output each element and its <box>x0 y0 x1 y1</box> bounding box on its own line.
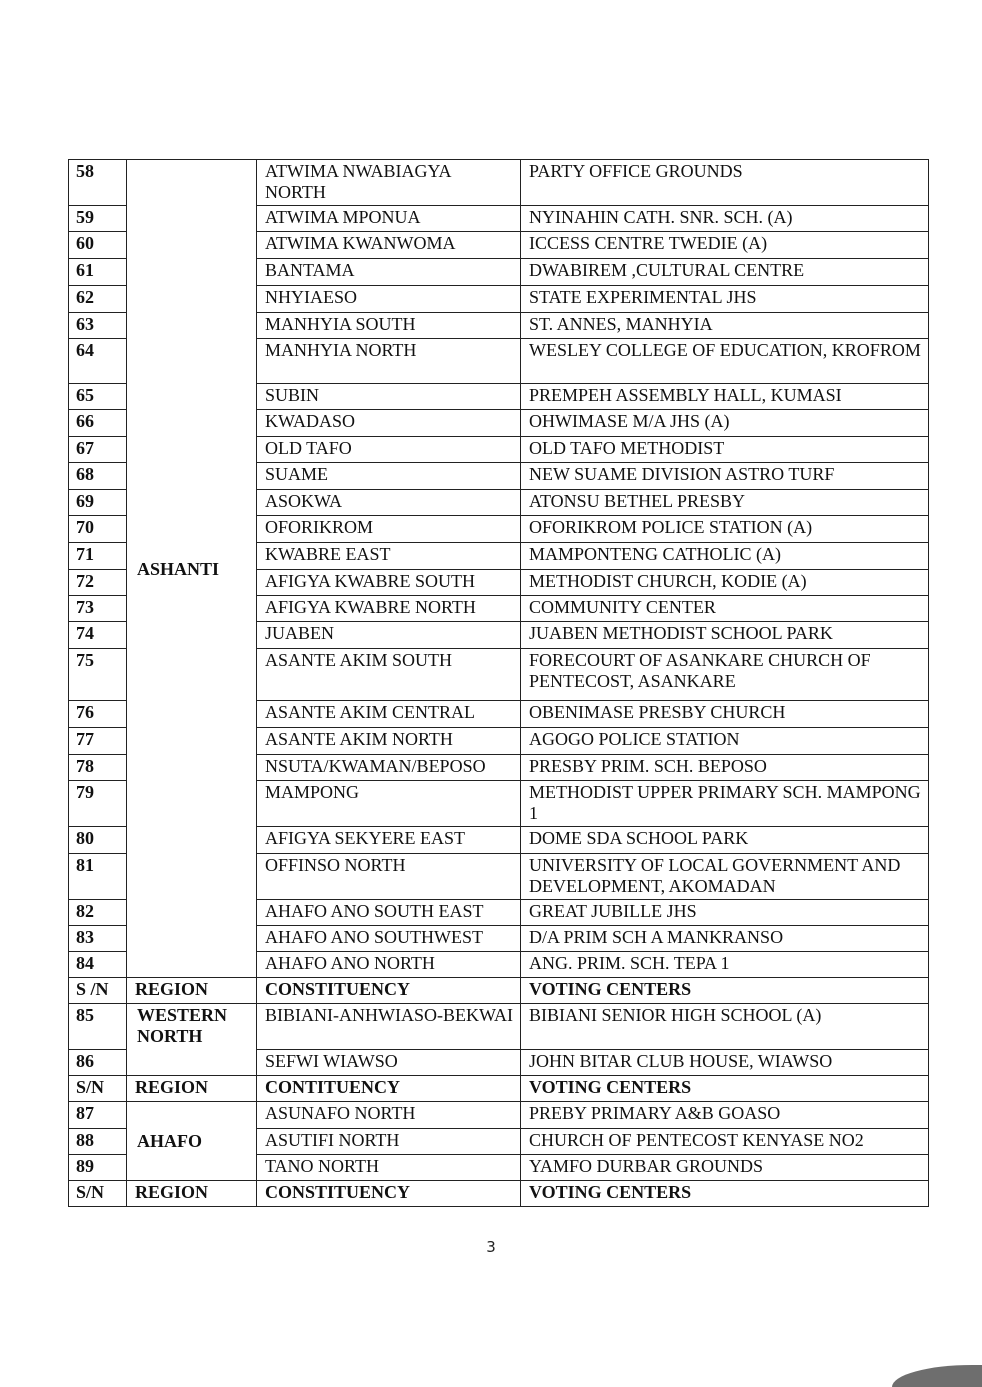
constituency-cell: ASUTIFI NORTH <box>257 1129 521 1155</box>
voting-center-cell: ATONSU BETHEL PRESBY <box>521 490 929 516</box>
serial-number-cell: 58 <box>69 160 127 206</box>
voting-center-cell: ICCESS CENTRE TWEDIE (A) <box>521 232 929 259</box>
constituency-cell: ASANTE AKIM SOUTH <box>257 649 521 701</box>
voting-center-cell: PARTY OFFICE GROUNDS <box>521 160 929 206</box>
serial-number-cell: 68 <box>69 463 127 490</box>
header-row <box>69 1181 929 1207</box>
constituency-cell: ASANTE AKIM NORTH <box>257 728 521 755</box>
constituency-cell: OFORIKROM <box>257 516 521 543</box>
constituency-cell: MANHYIA SOUTH <box>257 313 521 339</box>
header-constituency: CONSTITUENCY <box>257 1181 521 1207</box>
voting-center-cell: OFORIKROM POLICE STATION (A) <box>521 516 929 543</box>
serial-number-cell: 88 <box>69 1129 127 1155</box>
serial-number-cell: 62 <box>69 286 127 313</box>
constituency-cell: ASANTE AKIM CENTRAL <box>257 701 521 728</box>
voting-center-cell: BIBIANI SENIOR HIGH SCHOOL (A) <box>521 1004 929 1050</box>
serial-number-cell: 65 <box>69 384 127 410</box>
serial-number-cell: 74 <box>69 622 127 649</box>
serial-number-cell: 76 <box>69 701 127 728</box>
serial-number-cell: 66 <box>69 410 127 437</box>
constituency-cell: AFIGYA KWABRE NORTH <box>257 596 521 622</box>
constituency-cell: SEFWI WIAWSO <box>257 1050 521 1076</box>
serial-number-cell: 73 <box>69 596 127 622</box>
voting-center-cell: PRESBY PRIM. SCH. BEPOSO <box>521 755 929 781</box>
constituency-cell: AHAFO ANO SOUTHWEST <box>257 926 521 952</box>
constituency-cell: KWABRE EAST <box>257 543 521 570</box>
serial-number-cell: 61 <box>69 259 127 286</box>
voting-center-cell: NEW SUAME DIVISION ASTRO TURF <box>521 463 929 490</box>
constituency-cell: KWADASO <box>257 410 521 437</box>
page-number: 3 <box>486 1238 496 1256</box>
voting-center-cell: METHODIST UPPER PRIMARY SCH. MAMPONG 1 <box>521 781 929 827</box>
serial-number-cell: 70 <box>69 516 127 543</box>
serial-number-cell: 81 <box>69 854 127 900</box>
constituency-cell: OLD TAFO <box>257 437 521 463</box>
voting-center-cell: DWABIREM ,CULTURAL CENTRE <box>521 259 929 286</box>
serial-number-cell: 86 <box>69 1050 127 1076</box>
voting-center-cell: JUABEN METHODIST SCHOOL PARK <box>521 622 929 649</box>
voting-center-cell: STATE EXPERIMENTAL JHS <box>521 286 929 313</box>
serial-number-cell: 87 <box>69 1102 127 1129</box>
serial-number-cell: 69 <box>69 490 127 516</box>
serial-number-cell: 67 <box>69 437 127 463</box>
header-region: REGION <box>127 978 257 1004</box>
header-sn: S/N <box>69 1181 127 1207</box>
constituency-cell: MANHYIA NORTH <box>257 339 521 384</box>
voting-center-cell: MAMPONTENG CATHOLIC (A) <box>521 543 929 570</box>
serial-number-cell: 60 <box>69 232 127 259</box>
constituency-cell: ASUNAFO NORTH <box>257 1102 521 1129</box>
region-cell-western-north: WESTERN NORTH <box>127 1004 257 1076</box>
serial-number-cell: 72 <box>69 570 127 596</box>
voting-center-cell: FORECOURT OF ASANKARE CHURCH OF PENTECOST, ASANKARE <box>521 649 929 701</box>
serial-number-cell: 84 <box>69 952 127 978</box>
voting-center-cell: DOME SDA SCHOOL PARK <box>521 827 929 854</box>
voting-center-cell: ANG. PRIM. SCH. TEPA 1 <box>521 952 929 978</box>
voting-center-cell: PREBY PRIMARY A&B GOASO <box>521 1102 929 1129</box>
constituency-cell: AHAFO ANO SOUTH EAST <box>257 900 521 926</box>
constituency-cell: NSUTA/KWAMAN/BEPOSO <box>257 755 521 781</box>
constituency-cell: TANO NORTH <box>257 1155 521 1181</box>
region-cell-ahafo: AHAFO <box>127 1102 257 1181</box>
voting-center-cell: GREAT JUBILLE JHS <box>521 900 929 926</box>
voting-center-cell: JOHN BITAR CLUB HOUSE, WIAWSO <box>521 1050 929 1076</box>
voting-center-cell: METHODIST CHURCH, KODIE (A) <box>521 570 929 596</box>
voting-center-cell: D/A PRIM SCH A MANKRANSO <box>521 926 929 952</box>
voting-center-cell: UNIVERSITY OF LOCAL GOVERNMENT AND DEVELOPMENT, AKOMADAN <box>521 854 929 900</box>
voting-center-cell: YAMFO DURBAR GROUNDS <box>521 1155 929 1181</box>
header-sn: S /N <box>69 978 127 1004</box>
voting-center-cell: PREMPEH ASSEMBLY HALL, KUMASI <box>521 384 929 410</box>
voting-center-cell: OBENIMASE PRESBY CHURCH <box>521 701 929 728</box>
voting-center-cell: NYINAHIN CATH. SNR. SCH. (A) <box>521 206 929 232</box>
header-voting-centers: VOTING CENTERS <box>521 1076 929 1102</box>
voting-center-cell: OLD TAFO METHODIST <box>521 437 929 463</box>
header-voting-centers: VOTING CENTERS <box>521 978 929 1004</box>
header-constituency: CONSTITUENCY <box>257 978 521 1004</box>
constituency-cell: MAMPONG <box>257 781 521 827</box>
serial-number-cell: 80 <box>69 827 127 854</box>
serial-number-cell: 83 <box>69 926 127 952</box>
constituency-cell: BIBIANI-ANHWIASO-BEKWAI <box>257 1004 521 1050</box>
voting-center-cell: COMMUNITY CENTER <box>521 596 929 622</box>
constituency-cell: ATWIMA NWABIAGYA NORTH <box>257 160 521 206</box>
voting-center-cell: CHURCH OF PENTECOST KENYASE NO2 <box>521 1129 929 1155</box>
constituency-cell: NHYIAESO <box>257 286 521 313</box>
constituency-cell: AFIGYA SEKYERE EAST <box>257 827 521 854</box>
header-constituency: CONTITUENCY <box>257 1076 521 1102</box>
header-sn: S/N <box>69 1076 127 1102</box>
voting-center-cell: OHWIMASE M/A JHS (A) <box>521 410 929 437</box>
constituency-cell: OFFINSO NORTH <box>257 854 521 900</box>
constituency-cell: JUABEN <box>257 622 521 649</box>
table-row <box>69 1004 929 1050</box>
constituency-cell: SUAME <box>257 463 521 490</box>
serial-number-cell: 63 <box>69 313 127 339</box>
constituency-cell: ATWIMA KWANWOMA <box>257 232 521 259</box>
constituency-cell: AFIGYA KWABRE SOUTH <box>257 570 521 596</box>
header-region: REGION <box>127 1181 257 1207</box>
table-row <box>69 1102 929 1129</box>
constituency-cell: SUBIN <box>257 384 521 410</box>
header-voting-centers: VOTING CENTERS <box>521 1181 929 1207</box>
serial-number-cell: 78 <box>69 755 127 781</box>
constituency-cell: BANTAMA <box>257 259 521 286</box>
page-corner-shadow <box>892 1365 982 1387</box>
serial-number-cell: 89 <box>69 1155 127 1181</box>
table-body <box>69 160 929 1207</box>
serial-number-cell: 82 <box>69 900 127 926</box>
region-cell-ashanti: ASHANTI <box>127 160 257 978</box>
serial-number-cell: 79 <box>69 781 127 827</box>
constituency-cell: ASOKWA <box>257 490 521 516</box>
serial-number-cell: 59 <box>69 206 127 232</box>
constituency-cell: ATWIMA MPONUA <box>257 206 521 232</box>
table-row <box>69 160 929 206</box>
voting-center-cell: ST. ANNES, MANHYIA <box>521 313 929 339</box>
serial-number-cell: 75 <box>69 649 127 701</box>
voting-center-cell: AGOGO POLICE STATION <box>521 728 929 755</box>
header-region: REGION <box>127 1076 257 1102</box>
serial-number-cell: 85 <box>69 1004 127 1050</box>
serial-number-cell: 64 <box>69 339 127 384</box>
serial-number-cell: 77 <box>69 728 127 755</box>
header-row <box>69 1076 929 1102</box>
constituency-cell: AHAFO ANO NORTH <box>257 952 521 978</box>
serial-number-cell: 71 <box>69 543 127 570</box>
header-row <box>69 978 929 1004</box>
voting-centers-table <box>68 159 929 1207</box>
voting-center-cell: WESLEY COLLEGE OF EDUCATION, KROFROM <box>521 339 929 384</box>
